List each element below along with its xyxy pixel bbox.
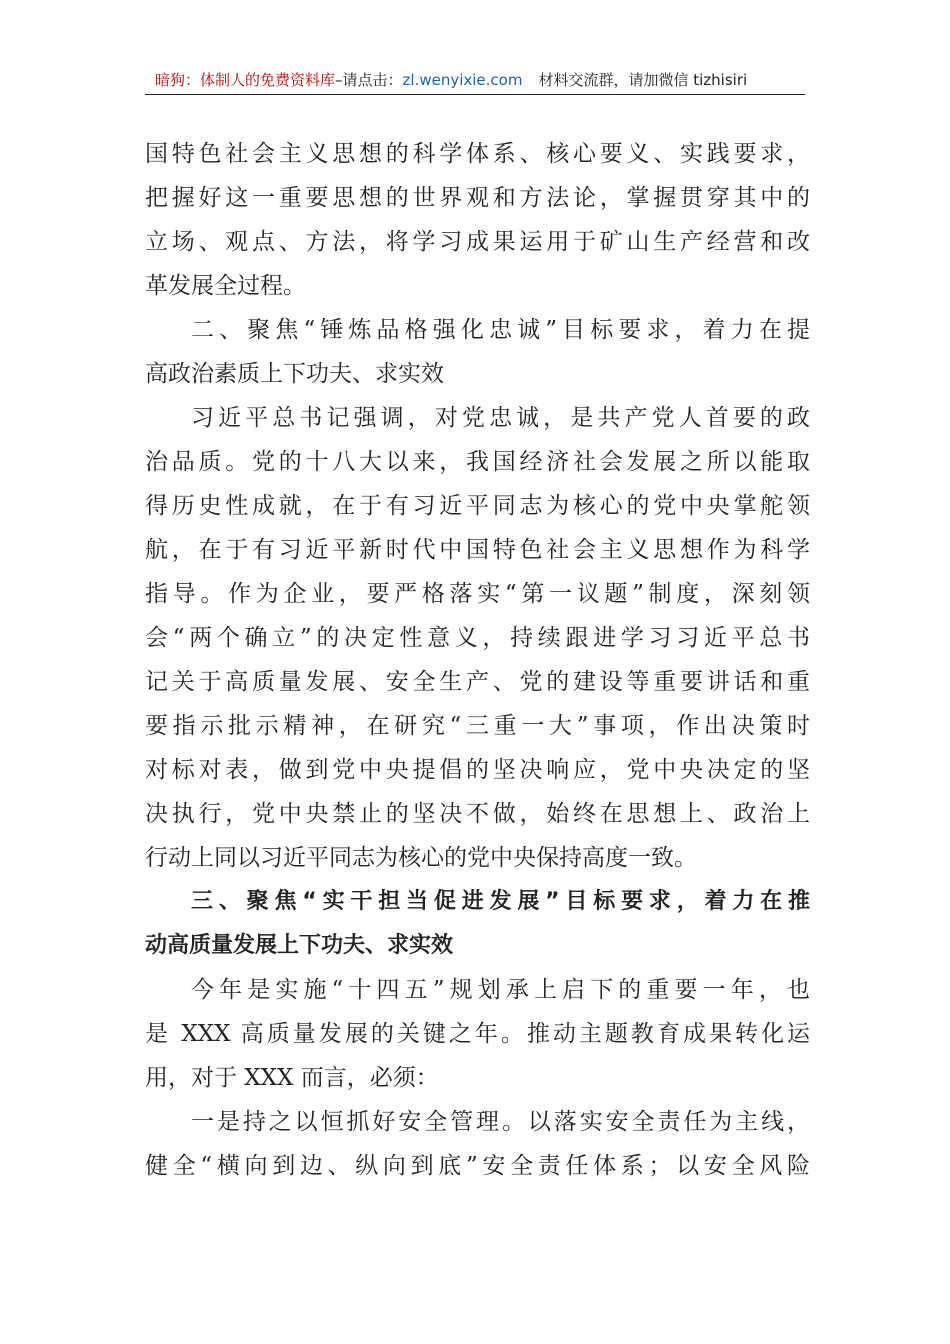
text-line: 习近平总书记强调，对党忠诚，是共产党人首要的政 (191, 405, 810, 431)
text-line: 得历史性成就，在于有习近平同志为核心的党中央掌舵领 (145, 493, 810, 519)
section-heading-3-cont: 动高质量发展上下功夫、求实效 (145, 933, 454, 958)
text-line: 记关于高质量发展、安全生产、党的建设等重要讲话和重 (145, 669, 810, 695)
text-line: 国特色社会主义思想的科学体系、核心要义、实践要求， (145, 141, 810, 167)
header-separator: –请点击： (335, 71, 403, 89)
text-line: 行动上同以习近平同志为核心的党中央保持高度一致。 (145, 845, 697, 871)
text-line: 用，对于 XXX 而言，必须： (145, 1065, 439, 1091)
text-line: 革发展全过程。 (145, 273, 306, 299)
section-heading-2-cont: 高政治素质上下功夫、求实效 (145, 361, 444, 387)
text-line: 指导。作为企业，要严格落实“第一议题”制度，深刻领 (145, 581, 810, 607)
document-body (145, 132, 810, 1188)
text-line: 要指示批示精神，在研究“三重一大”事项，作出决策时 (145, 713, 810, 739)
text-line: 健全“横向到边、纵向到底”安全责任体系；以安全风险 (145, 1153, 810, 1179)
text-line: 一是持之以恒抓好安全管理。以落实安全责任为主线， (191, 1109, 810, 1135)
text-line: 决执行，党中央禁止的坚决不做，始终在思想上、政治上 (145, 801, 810, 827)
header-link[interactable]: zl.wenyixie.com (402, 71, 523, 89)
header-brand: 暗狗：体制人的免费资料库 (155, 71, 336, 89)
header-contact: 材料交流群，请加微信 tizhisiri (538, 71, 748, 89)
text-line: 治品质。党的十八大以来，我国经济社会发展之所以能取 (145, 449, 810, 475)
section-heading-2: 二、聚焦“锤炼品格强化忠诚”目标要求，着力在提 (191, 317, 810, 343)
text-line: 今年是实施“十四五”规划承上启下的重要一年，也 (191, 977, 810, 1003)
page-header (145, 66, 805, 95)
text-line: 对标对表，做到党中央提倡的坚决响应，党中央决定的坚 (145, 757, 810, 783)
text-line: 立场、观点、方法，将学习成果运用于矿山生产经营和改 (145, 229, 810, 255)
text-line: 把握好这一重要思想的世界观和方法论，掌握贯穿其中的 (145, 185, 810, 211)
text-line: 航，在于有习近平新时代中国特色社会主义思想作为科学 (145, 537, 810, 563)
section-heading-3: 三、聚焦“实干担当促进发展”目标要求，着力在推 (191, 889, 810, 914)
text-line: 会“两个确立”的决定性意义，持续跟进学习习近平总书 (145, 625, 810, 651)
text-line: 是 XXX 高质量发展的关键之年。推动主题教育成果转化运 (145, 1021, 810, 1047)
